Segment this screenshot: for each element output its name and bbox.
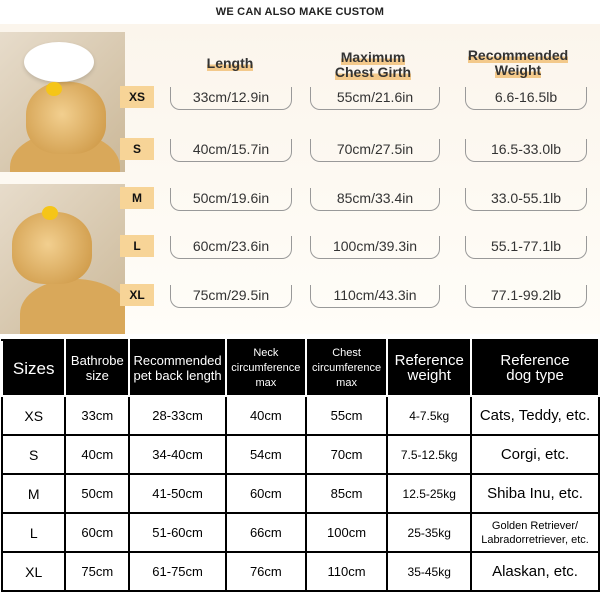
chart-cell-length: 40cm/15.7in [170,139,292,162]
table-row [2,474,599,513]
table-cell-bathrobe: 40cm [65,435,129,474]
col-header-weight: Recommended Weight [467,47,569,78]
page-title: WE CAN ALSO MAKE CUSTOM [215,6,385,18]
chart-cell-chest: 85cm/33.4in [310,188,440,211]
table-header-row [2,340,599,396]
th-bathrobe: Bathrobe size [65,340,129,396]
col-header-length: Length [206,55,254,71]
table-cell-back: 28-33cm [129,396,226,435]
table-row [2,513,599,552]
size-badge: M [120,187,154,209]
table-cell-back: 51-60cm [129,513,226,552]
chart-cell-weight: 55.1-77.1lb [465,236,587,259]
table-cell-dog: Alaskan, etc. [471,552,599,591]
dog-photo-small [0,32,125,172]
size-table [1,339,600,592]
table-cell-bathrobe: 60cm [65,513,129,552]
chart-cell-weight: 16.5-33.0lb [465,139,587,162]
th-dog-type: Reference dog type [471,340,599,396]
chart-cell-weight: 33.0-55.1lb [465,188,587,211]
table-cell-dog: Shiba Inu, etc. [471,474,599,513]
table-cell-bathrobe: 33cm [65,396,129,435]
table-cell-back: 34-40cm [129,435,226,474]
th-weight: Reference weight [387,340,471,396]
table-cell-weight: 7.5-12.5kg [387,435,471,474]
table-cell-size: M [2,474,65,513]
table-cell-weight: 25-35kg [387,513,471,552]
table-cell-size: XS [2,396,65,435]
table-cell-bathrobe: 75cm [65,552,129,591]
chart-cell-chest: 110cm/43.3in [310,285,440,308]
th-neck: Neck circumference max [226,340,306,396]
table-cell-chest: 70cm [306,435,388,474]
size-badge: XL [120,284,154,306]
table-cell-neck: 76cm [226,552,306,591]
table-cell-neck: 66cm [226,513,306,552]
size-chart-panel [0,24,600,334]
dog-photo-large [0,184,125,334]
table-cell-dog: Golden Retriever/ Labradorretriever, etc. [471,513,599,552]
size-badge: L [120,235,154,257]
chart-cell-length: 33cm/12.9in [170,87,292,110]
table-cell-neck: 54cm [226,435,306,474]
chart-cell-length: 60cm/23.6in [170,236,292,259]
table-cell-chest: 85cm [306,474,388,513]
table-row [2,435,599,474]
table-cell-size: L [2,513,65,552]
dog-head [12,212,92,284]
table-cell-neck: 40cm [226,396,306,435]
table-cell-size: S [2,435,65,474]
col-header-chest: Maximum Chest Girth [334,49,412,80]
towel-hat-icon [24,42,94,82]
chart-cell-length: 75cm/29.5in [170,285,292,308]
table-cell-weight: 35-45kg [387,552,471,591]
chart-cell-chest: 55cm/21.6in [310,87,440,110]
th-back-length: Recommended pet back length [129,340,226,396]
table-cell-dog: Corgi, etc. [471,435,599,474]
table-row [2,552,599,591]
th-chest: Chest circumference max [306,340,388,396]
dog-head [26,82,106,154]
dog-body [20,279,125,334]
chart-cell-weight: 77.1-99.2lb [465,285,587,308]
rubber-duck-icon [46,82,62,96]
chart-cell-chest: 70cm/27.5in [310,139,440,162]
chart-cell-weight: 6.6-16.5lb [465,87,587,110]
table-row [2,396,599,435]
size-badge: S [120,138,154,160]
table-cell-chest: 55cm [306,396,388,435]
table-cell-back: 61-75cm [129,552,226,591]
rubber-duck-icon [42,206,58,220]
size-badge: XS [120,86,154,108]
table-cell-chest: 100cm [306,513,388,552]
table-cell-weight: 12.5-25kg [387,474,471,513]
table-cell-back: 41-50cm [129,474,226,513]
table-cell-bathrobe: 50cm [65,474,129,513]
chart-cell-length: 50cm/19.6in [170,188,292,211]
th-sizes: Sizes [2,340,65,396]
table-cell-chest: 110cm [306,552,388,591]
chart-cell-chest: 100cm/39.3in [310,236,440,259]
table-cell-dog: Cats, Teddy, etc. [471,396,599,435]
table-cell-neck: 60cm [226,474,306,513]
table-cell-size: XL [2,552,65,591]
table-cell-weight: 4-7.5kg [387,396,471,435]
